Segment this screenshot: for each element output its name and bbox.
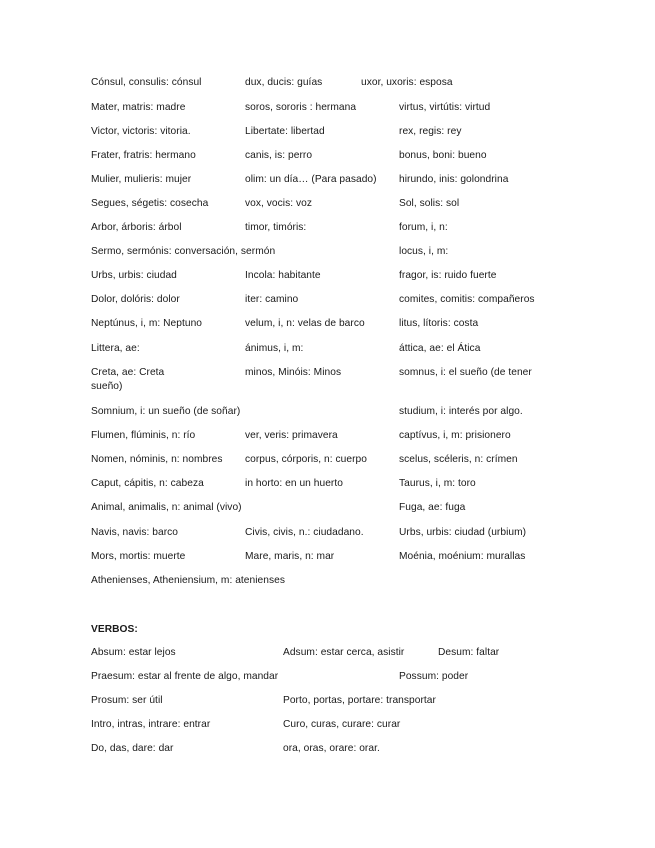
vocab-entry: canis, is: perro xyxy=(245,150,313,161)
vocab-entry: Mater, matris: madre xyxy=(91,102,186,113)
vocab-entry: dux, ducis: guías xyxy=(245,77,323,88)
vocab-entry: rex, regis: rey xyxy=(399,126,462,137)
vocab-entry: Sol, solis: sol xyxy=(399,198,460,209)
vocab-entry: timor, timóris: xyxy=(245,222,307,233)
vocab-entry: ánimus, i, m: xyxy=(245,343,304,354)
vocab-entry: Creta, ae: Creta sueño) xyxy=(91,367,165,392)
section-heading: VERBOS: xyxy=(91,624,138,635)
vocab-entry: áttica, ae: el Ática xyxy=(399,343,481,354)
vocab-entry: velum, i, n: velas de barco xyxy=(245,318,365,329)
vocab-entry: Neptúnus, i, m: Neptuno xyxy=(91,318,203,329)
verb-entry: Possum: poder xyxy=(399,671,469,682)
vocab-entry: Navis, navis: barco xyxy=(91,527,179,538)
vocab-entry: in horto: en un huerto xyxy=(245,478,343,489)
vocab-entry: vox, vocis: voz xyxy=(245,198,312,209)
vocab-entry: Animal, animalis, n: animal (vivo) xyxy=(91,502,242,513)
vocab-entry: forum, i, n: xyxy=(399,222,448,233)
vocab-entry: Segues, ségetis: cosecha xyxy=(91,198,209,209)
verb-entry: Porto, portas, portare: transportar xyxy=(283,695,436,706)
vocab-entry: comites, comitis: compañeros xyxy=(399,294,535,305)
vocab-entry: virtus, virtútis: virtud xyxy=(399,102,491,113)
vocab-entry: uxor, uxoris: esposa xyxy=(361,77,453,88)
vocab-entry: Athenienses, Atheniensium, m: atenienses xyxy=(91,575,285,586)
vocab-entry: Dolor, dolóris: dolor xyxy=(91,294,180,305)
vocab-entry: somnus, i: el sueño (de tener xyxy=(399,367,532,378)
vocab-entry: litus, lítoris: costa xyxy=(399,318,479,329)
vocab-entry: Moénia, moénium: murallas xyxy=(399,551,526,562)
vocab-entry: Urbs, urbis: ciudad (urbium) xyxy=(399,527,527,538)
verb-entry: Curo, curas, curare: curar xyxy=(283,719,401,730)
vocab-entry: captívus, i, m: prisionero xyxy=(399,430,511,441)
vocab-entry: bonus, boni: bueno xyxy=(399,150,487,161)
vocab-entry: iter: camino xyxy=(245,294,299,305)
vocab-entry: Cónsul, consulis: cónsul xyxy=(91,77,202,88)
vocab-entry: Littera, ae: xyxy=(91,343,140,354)
verb-entry: Desum: faltar xyxy=(438,647,500,658)
vocab-entry: soros, sororis : hermana xyxy=(245,102,357,113)
verb-entry: Prosum: ser útil xyxy=(91,695,163,706)
vocab-entry: Somnium, i: un sueño (de soñar) xyxy=(91,406,241,417)
vocab-entry: Sermo, sermónis: conversación, sermón xyxy=(91,246,276,257)
verb-entry: ora, oras, orare: orar. xyxy=(283,743,380,754)
vocab-entry: locus, i, m: xyxy=(399,246,449,257)
verb-entry: Praesum: estar al frente de algo, mandar xyxy=(91,671,279,682)
vocab-entry: Flumen, flúminis, n: río xyxy=(91,430,196,441)
vocab-entry: Taurus, i, m: toro xyxy=(399,478,476,489)
vocab-entry: studium, i: interés por algo. xyxy=(399,406,523,417)
vocab-entry: fragor, is: ruido fuerte xyxy=(399,270,497,281)
vocab-entry: Victor, victoris: vitoria. xyxy=(91,126,191,137)
vocab-entry: Mors, mortis: muerte xyxy=(91,551,186,562)
vocab-entry: Mulier, mulieris: mujer xyxy=(91,174,192,185)
vocab-entry: hirundo, inis: golondrina xyxy=(399,174,509,185)
vocab-entry: Incola: habitante xyxy=(245,270,321,281)
vocab-entry: scelus, scéleris, n: crímen xyxy=(399,454,518,465)
vocab-entry: ver, veris: primavera xyxy=(245,430,338,441)
vocab-entry: Arbor, árboris: árbol xyxy=(91,222,182,233)
vocab-entry: Civis, civis, n.: ciudadano. xyxy=(245,527,364,538)
vocab-entry: olim: un día… (Para pasado) xyxy=(245,174,377,185)
verb-entry: Intro, intras, intrare: entrar xyxy=(91,719,211,730)
vocab-entry: Libertate: libertad xyxy=(245,126,325,137)
vocab-entry: Urbs, urbis: ciudad xyxy=(91,270,177,281)
vocab-entry: minos, Minóis: Minos xyxy=(245,367,342,378)
verb-entry: Do, das, dare: dar xyxy=(91,743,174,754)
vocab-entry: Mare, maris, n: mar xyxy=(245,551,335,562)
vocab-entry: Fuga, ae: fuga xyxy=(399,502,466,513)
vocab-entry: corpus, córporis, n: cuerpo xyxy=(245,454,367,465)
vocab-entry: Nomen, nóminis, n: nombres xyxy=(91,454,223,465)
vocab-entry: Frater, fratris: hermano xyxy=(91,150,196,161)
verb-entry: Adsum: estar cerca, asistir xyxy=(283,647,405,658)
verb-entry: Absum: estar lejos xyxy=(91,647,176,658)
vocab-entry: Caput, cápitis, n: cabeza xyxy=(91,478,204,489)
